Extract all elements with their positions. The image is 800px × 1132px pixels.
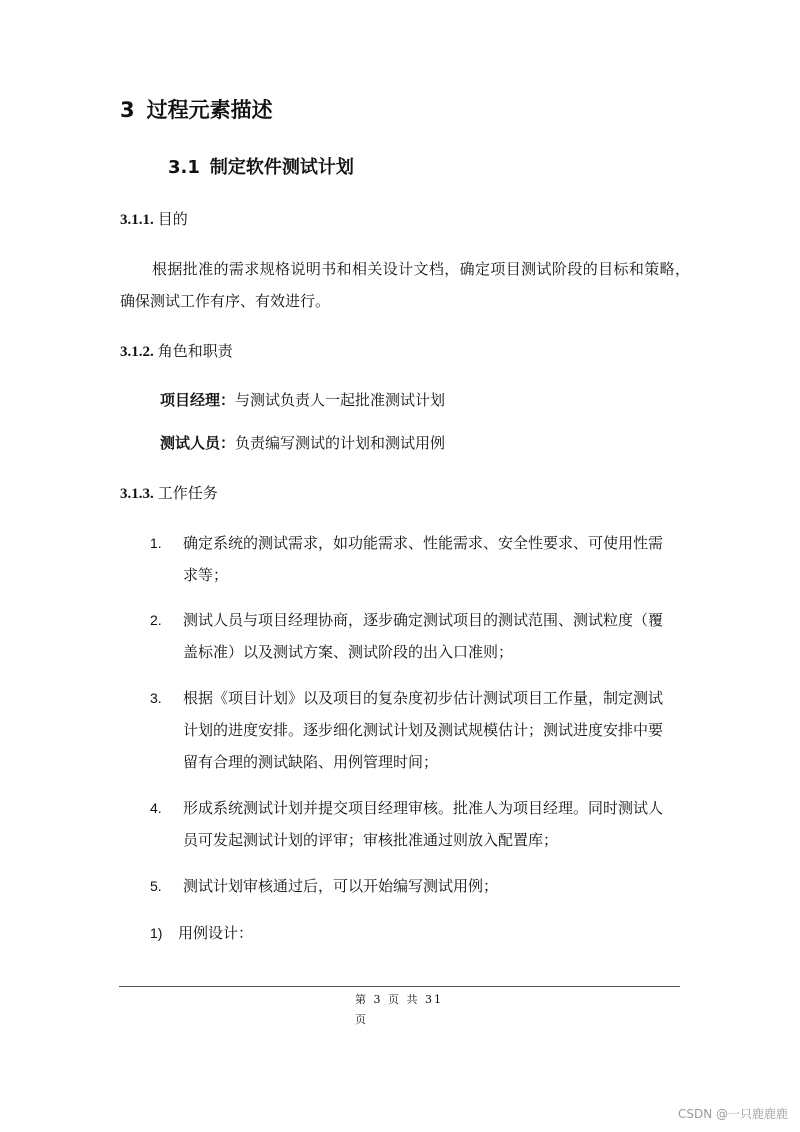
task-item (150, 527, 670, 591)
subsection-number: 3.1.1. (120, 212, 154, 228)
subsection-heading-purpose (120, 208, 188, 231)
task-item (150, 604, 670, 668)
role-description: 负责编写测试的计划和测试用例 (235, 434, 446, 452)
role-label: 项目经理： (160, 391, 236, 409)
task-number: 1. (150, 535, 162, 551)
task-number: 2. (150, 612, 162, 628)
purpose-paragraph: 根据批准的需求规格说明书和相关设计文档，确定项目测试阶段的目标和策略，确保测试工作有序、有效进行。 (120, 260, 690, 310)
page-number-line2: 页 (355, 1013, 368, 1026)
subsection-number: 3.1.2. (120, 344, 154, 360)
task-text: 测试计划审核通过后，可以开始编写测试用例； (183, 877, 499, 895)
task-text: 形成系统测试计划并提交项目经理审核。批准人为项目经理。同时测试人员可发起测试计划的评审；审核批准通过则放入配置库； (183, 799, 664, 849)
sub-item-text: 用例设计： (178, 924, 254, 942)
section-heading (168, 155, 354, 181)
section-title: 制定软件测试计划 (209, 157, 354, 178)
task-item (150, 870, 670, 902)
task-text: 根据《项目计划》以及项目的复杂度初步估计测试项目工作量，制定测试计划的进度安排。逐步细化测试计划及测试规模估计；测试进度安排中要留有合理的测试缺陷、用例管理时间； (183, 689, 664, 771)
watermark: CSDN @一只鹿鹿鹿 (677, 1107, 788, 1121)
page-number-line1: 第 3 页 共 31 (355, 993, 443, 1006)
chapter-number: 3 (120, 98, 135, 122)
task-number: 3. (150, 690, 162, 706)
chapter-heading (120, 96, 273, 124)
role-item (160, 389, 445, 411)
role-item (160, 432, 445, 454)
page-footer (355, 990, 455, 1030)
role-description: 与测试负责人一起批准测试计划 (235, 391, 446, 409)
role-label: 测试人员： (160, 434, 236, 452)
subsection-title: 角色和职责 (157, 342, 233, 360)
sub-item (150, 917, 670, 949)
chapter-title: 过程元素描述 (146, 98, 273, 122)
sub-item-number: 1) (150, 925, 163, 941)
subsection-number: 3.1.3. (120, 486, 154, 502)
section-number: 3.1 (168, 157, 200, 178)
subsection-title: 工作任务 (157, 484, 218, 502)
task-item (150, 682, 670, 778)
footer-divider (119, 986, 680, 987)
subsection-title: 目的 (157, 210, 188, 228)
task-number: 5. (150, 878, 162, 894)
subsection-heading-tasks (120, 482, 218, 505)
task-text: 测试人员与项目经理协商，逐步确定测试项目的测试范围、测试粒度（覆盖标准）以及测试方案、测试阶段的出入口准则； (183, 611, 664, 661)
task-number: 4. (150, 800, 162, 816)
task-text: 确定系统的测试需求，如功能需求、性能需求、安全性要求、可使用性需求等； (183, 534, 664, 584)
subsection-heading-roles (120, 340, 233, 363)
task-item (150, 792, 670, 856)
